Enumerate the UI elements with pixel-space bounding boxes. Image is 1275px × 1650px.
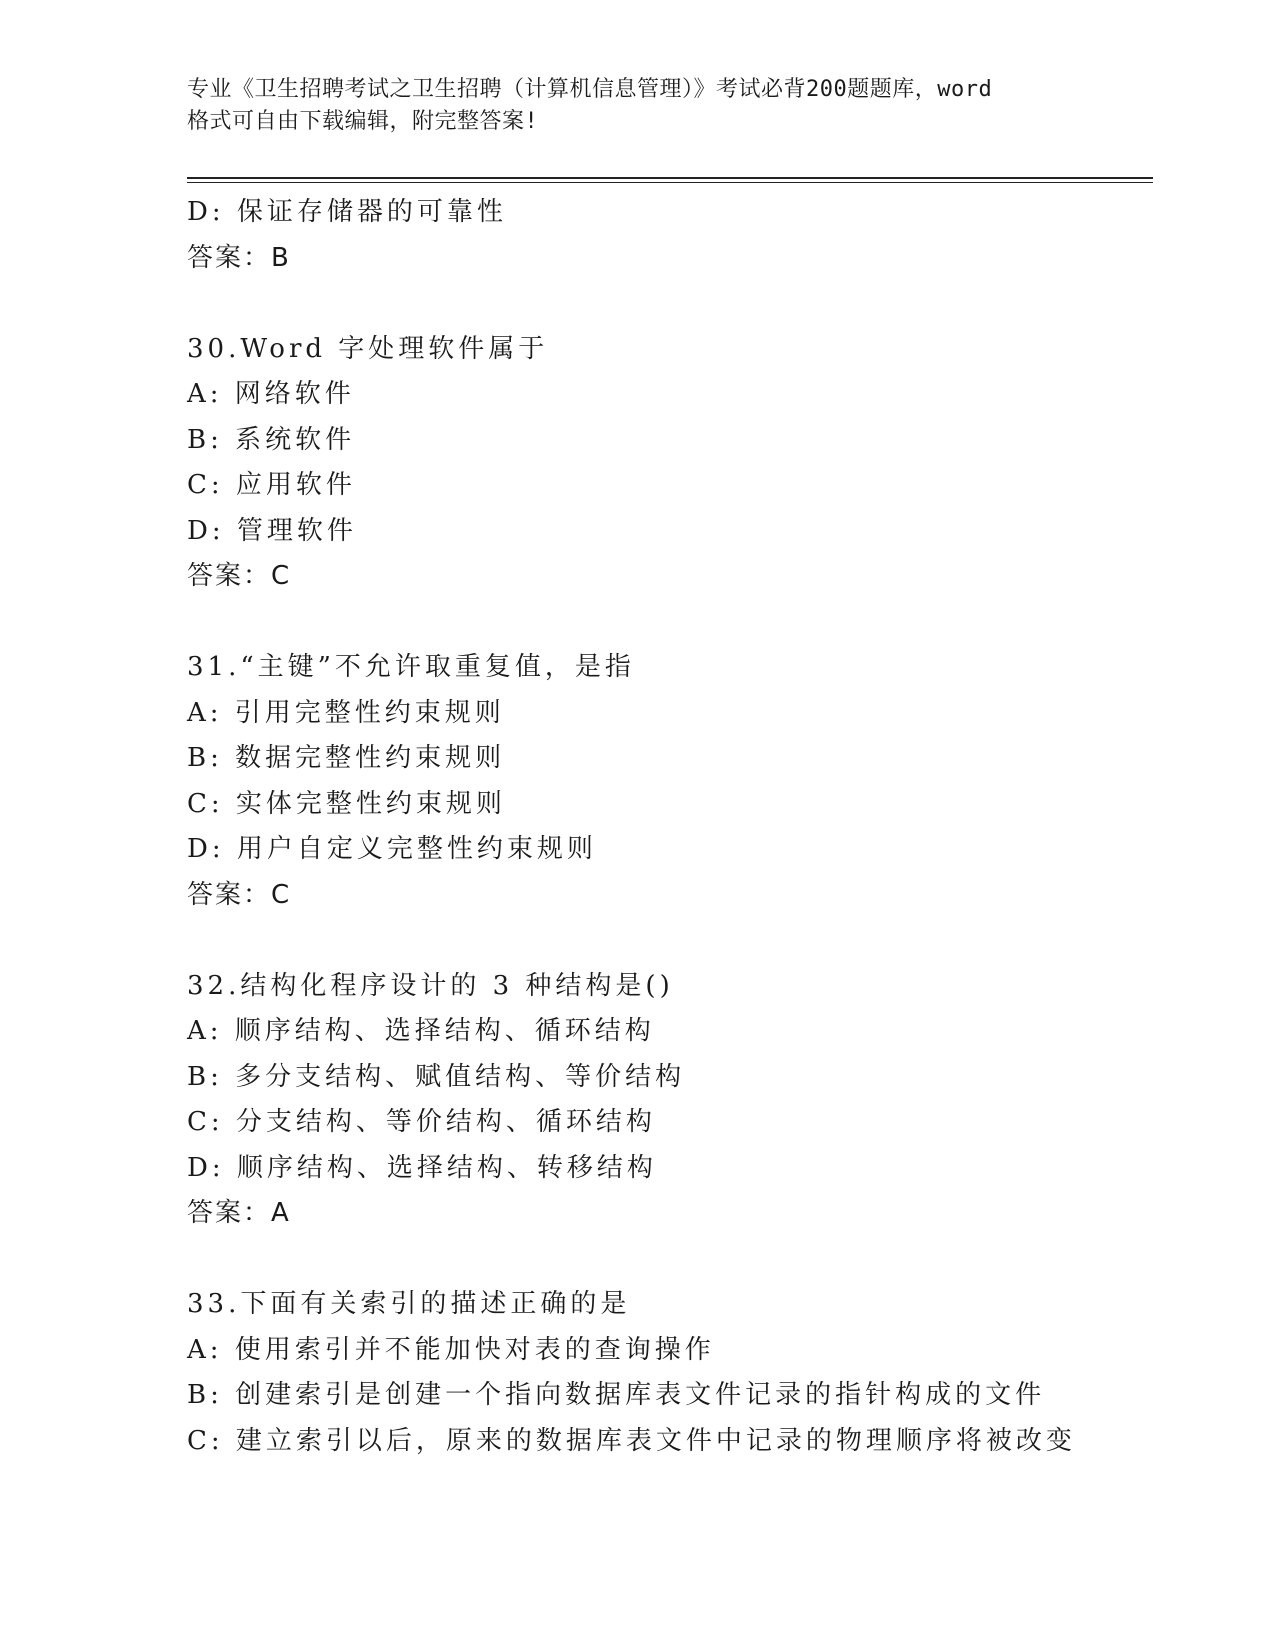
answer-line: 答案：B	[187, 242, 291, 273]
option-c: C: 应用软件	[187, 470, 356, 500]
answer-line: 答案：C	[187, 879, 292, 910]
question-stem: 33.下面有关索引的描述正确的是	[187, 1289, 631, 1319]
option-c: C: 建立索引以后，原来的数据库表文件中记录的物理顺序将被改变	[187, 1425, 1076, 1456]
document-header	[187, 74, 1087, 138]
answer-line: 答案：C	[187, 561, 292, 591]
spacer	[187, 281, 1147, 327]
question-33	[187, 1282, 1147, 1464]
option-d: D: 保证存储器的可靠性	[187, 197, 507, 227]
option-a: A: 顺序结构、选择结构、循环结构	[187, 1016, 655, 1046]
option-d: D: 管理软件	[187, 515, 357, 546]
option-a: A: 使用索引并不能加快对表的查询操作	[187, 1334, 715, 1365]
previous-question-tail	[187, 190, 1147, 281]
option-c: C: 分支结构、等价结构、循环结构	[187, 1107, 656, 1137]
option-b: B: 数据完整性约束规则	[187, 743, 506, 773]
option-b: B: 系统软件	[187, 424, 356, 455]
spacer	[187, 600, 1147, 646]
header-line-1: 专业《卫生招聘考试之卫生招聘（计算机信息管理）》考试必背200题题库，word	[187, 77, 993, 102]
option-a: A: 网络软件	[187, 379, 355, 409]
option-d: D: 用户自定义完整性约束规则	[187, 834, 597, 864]
option-c: C: 实体完整性约束规则	[187, 788, 506, 819]
spacer	[187, 918, 1147, 964]
answer-line: 答案：A	[187, 1198, 291, 1228]
spacer	[187, 1237, 1147, 1283]
question-stem: 31.“主键”不允许取重复值，是指	[187, 652, 635, 682]
question-stem: 32.结构化程序设计的 3 种结构是()	[187, 970, 674, 1001]
question-stem: 30.Word 字处理软件属于	[187, 333, 549, 364]
option-d: D: 顺序结构、选择结构、转移结构	[187, 1152, 657, 1183]
header-rule-thin	[187, 182, 1153, 183]
option-b: B: 创建索引是创建一个指向数据库表文件记录的指针构成的文件	[187, 1380, 1046, 1410]
option-a: A: 引用完整性约束规则	[187, 697, 505, 728]
question-30	[187, 327, 1147, 600]
header-line-2: 格式可自由下载编辑，附完整答案!	[187, 109, 539, 134]
header-rule-thick	[187, 177, 1153, 179]
question-list	[187, 190, 1147, 1464]
question-32	[187, 964, 1147, 1237]
question-31	[187, 645, 1147, 918]
option-b: B: 多分支结构、赋值结构、等价结构	[187, 1061, 686, 1092]
